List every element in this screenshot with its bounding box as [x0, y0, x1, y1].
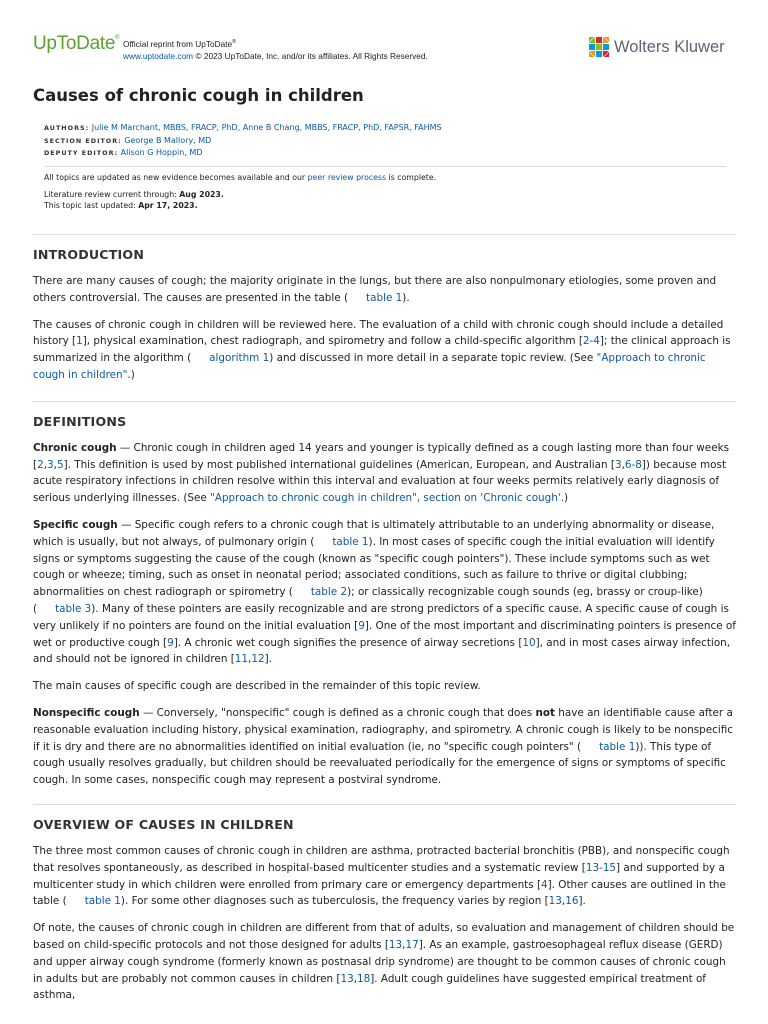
- text: ]. One of the most important and discriminating pointers is presence of wet or productive cough [: [33, 619, 736, 649]
- reprint-mark: ®: [232, 39, 237, 45]
- reference-link[interactable]: 3: [614, 458, 622, 471]
- update-text-end: is complete.: [386, 172, 437, 182]
- text: .): [560, 492, 569, 505]
- reference-link[interactable]: 2: [37, 458, 44, 471]
- publisher-name: Wolters Kluwer: [614, 37, 725, 56]
- intro-paragraph-2: [33, 317, 736, 384]
- deputy-editor-label: DEPUTY EDITOR:: [44, 149, 119, 157]
- article-metadata: [44, 122, 726, 211]
- text: have an identifiable cause after a reasonable evaluation including history, physical examination, radiography, and spirometry. A chronic cough is likely to be nonspecific if it is dry and there are no abnormalities identified on initial evaluation (ie, no "specific cough pointers" (: [33, 706, 733, 753]
- text: ] and supported by a multicenter study in which children were enrolled from primary care or emergency departments [: [33, 861, 725, 891]
- reprint-header: [0, 0, 768, 80]
- text: ]. Other causes are outlined in the table (: [33, 878, 726, 908]
- reference-link[interactable]: 4: [541, 878, 548, 891]
- reference-link[interactable]: 2-4: [582, 335, 600, 348]
- authors-label: AUTHORS:: [44, 124, 90, 132]
- reprint-notice: [123, 36, 428, 62]
- reference-link[interactable]: 13: [340, 972, 354, 985]
- text: — Conversely, "nonspecific" cough is defined as a chronic cough that does: [139, 706, 536, 719]
- definition-specific-cough: [33, 517, 736, 668]
- review-label: Literature review current through:: [44, 189, 180, 199]
- reference-link[interactable]: 9: [358, 619, 365, 632]
- reference-link[interactable]: 11: [234, 653, 249, 666]
- text: )). This type of cough usually resolves gradually, but children should be reevaluated periodically for the emergence of signs or symptoms of specific cough. In some cases, nonspecific cough may represent a postviral syndrome.: [33, 740, 726, 787]
- term: Specific cough: [33, 518, 118, 531]
- intro-paragraph-1: [33, 273, 736, 307]
- algorithm-link[interactable]: algorithm 1: [209, 352, 270, 365]
- text: ). For some other diagnoses such as tuberculosis, the frequency varies by region [: [120, 895, 549, 908]
- copyright-text: © 2023 UpToDate, Inc. and/or its affiliates. All Rights Reserved.: [193, 50, 428, 61]
- deputy-editor-link[interactable]: Alison G Hoppin, MD: [120, 148, 203, 157]
- deputy-editor-row: [44, 147, 726, 160]
- review-current: [44, 189, 726, 200]
- text: The three most common causes of chronic cough in children are asthma, protracted bacterial bronchitis (PBB), and nonspecific cough that resolves spontaneously, as described in hospital-based multicenter studies and a systematic review [: [33, 844, 730, 874]
- text: ,: [53, 458, 57, 471]
- text: ]. Adult cough guidelines have suggested empirical treatment of asthma,: [33, 972, 706, 1002]
- table-link[interactable]: table 3: [55, 602, 92, 615]
- reference-link[interactable]: 13: [548, 895, 562, 908]
- text: ); or classically recognizable cough sounds (eg, brassy or croup-like) (: [33, 586, 703, 615]
- section-editor-link[interactable]: George B Mallory, MD: [124, 135, 212, 145]
- reference-link[interactable]: 12: [251, 653, 265, 666]
- last-updated: [44, 200, 726, 211]
- reference-link[interactable]: 16: [565, 895, 579, 908]
- reference-link[interactable]: 1: [76, 335, 83, 348]
- reference-link[interactable]: 9: [167, 636, 174, 649]
- term: Nonspecific cough: [33, 706, 140, 719]
- table-link[interactable]: table 1: [366, 291, 403, 304]
- reference-link[interactable]: 6-8: [624, 458, 642, 471]
- update-text: All topics are updated as new evidence becomes available and our: [44, 172, 308, 182]
- text: ]; the clinical approach is summarized in the algorithm (: [33, 335, 731, 365]
- definition-nonspecific-cough: [33, 705, 736, 789]
- text: Of note, the causes of chronic cough in children are different from that of adults, so evaluation and management of children should be based on child-specific protocols and not those designed for adults [: [33, 922, 735, 951]
- reference-link[interactable]: 13: [388, 938, 403, 951]
- text: ,: [402, 938, 406, 951]
- text: — Chronic cough in children aged 14 years and younger is typically defined as a cough lasting more than four weeks [: [33, 441, 730, 471]
- article-body: [33, 234, 736, 1004]
- text: ]. As an example, gastroesophageal reflux disease (GERD) and upper airway cough syndrome (formerly known as postnasal drip syndrome) are thought to be common causes of chronic cough in adults but are probably not common causes in children [: [33, 938, 726, 985]
- text: ]. This definition is used by most published international guidelines (American, European, and Australian [: [63, 458, 615, 471]
- reference-link[interactable]: 18: [357, 972, 371, 985]
- text: ]) because most acute respiratory infections in children resolve within this interval and evaluation at four weeks permits relatively early diagnosis of serious underlying illnesses. (See: [33, 458, 727, 505]
- reference-link[interactable]: 17: [405, 938, 419, 951]
- text: There are many causes of cough; the majority originate in the lungs, but there are also nonpulmonary etiologies, some proven and others controversial. The causes are presented in the table (: [33, 275, 717, 304]
- section-editor-label: SECTION EDITOR:: [44, 136, 122, 145]
- wolters-kluwer-globe-icon: [588, 36, 610, 58]
- emphasis: not: [535, 706, 555, 719]
- table-link[interactable]: table 1: [84, 895, 121, 908]
- authors-link[interactable]: Julie M Marchant, MBBS, FRACP, PhD, Anne B Chang, MBBS, FRACP, PhD, FAPSR, FAHMS: [91, 123, 442, 132]
- text: ,: [43, 458, 47, 471]
- reference-link[interactable]: 5: [56, 458, 64, 471]
- meta-divider: [44, 166, 726, 167]
- text: ]. A chronic wet cough signifies the presence of airway secretions [: [173, 636, 523, 649]
- text: ,: [621, 458, 625, 471]
- section-divider: [33, 234, 736, 235]
- authors-row: [44, 122, 726, 135]
- table-link[interactable]: table 1: [599, 740, 636, 753]
- text: ], physical examination, chest radiograph, and spirometry and follow a child-specific algorithm [: [82, 335, 583, 348]
- definition-chronic-cough: [33, 440, 736, 507]
- section-editor-row: [44, 135, 726, 148]
- text: ,: [248, 653, 252, 666]
- text: ).: [402, 291, 410, 304]
- logo-text: UpToDate: [33, 33, 116, 54]
- reprint-line: Official reprint from UpToDate: [123, 38, 233, 49]
- text: ].: [578, 895, 586, 908]
- table-link[interactable]: table 2: [310, 586, 348, 599]
- text: ,: [353, 972, 357, 985]
- logo-mark: ®: [115, 35, 120, 41]
- text: ) and discussed in more detail in a separate topic review. (See: [269, 352, 597, 365]
- text: — Specific cough refers to a chronic cough that is ultimately attributable to an underlying abnormality or disease, which is usually, but not always, of pulmonary origin (: [33, 518, 715, 548]
- topic-link[interactable]: "Approach to chronic cough in children", section on 'Chronic cough': [210, 492, 561, 505]
- section-heading-introduction: INTRODUCTION: [33, 247, 145, 262]
- site-link[interactable]: www.uptodate.com: [123, 50, 194, 61]
- article-title: Causes of chronic cough in children: [33, 86, 364, 105]
- peer-review-link[interactable]: peer review process: [307, 172, 387, 182]
- text: ].: [264, 653, 272, 666]
- text: ], and in most cases airway infection, and should not be ignored in children [: [33, 636, 731, 666]
- updated-date: Apr 17, 2023.: [138, 200, 198, 210]
- text: .): [127, 368, 135, 381]
- section-divider: [33, 804, 736, 805]
- reference-link[interactable]: 3: [47, 458, 54, 471]
- topic-link[interactable]: "Approach to chronic cough in children": [33, 352, 706, 381]
- overview-paragraph-2: [33, 920, 736, 1004]
- update-notice: [44, 172, 726, 183]
- section-heading-definitions: DEFINITIONS: [33, 413, 127, 429]
- reference-link[interactable]: 10: [522, 636, 536, 649]
- overview-paragraph-1: [33, 843, 736, 910]
- reference-link[interactable]: 13-15: [585, 861, 617, 874]
- review-date: Aug 2023.: [179, 189, 224, 199]
- section-heading-overview: OVERVIEW OF CAUSES IN CHILDREN: [33, 816, 294, 832]
- wolters-kluwer-logo[interactable]: [588, 36, 725, 58]
- text: ). In most cases of specific cough the initial evaluation will identify signs or symptoms suggesting the cause of the cough (known as "specific cough pointers"). These include symptoms such as wet cough or wheeze; timing, such as onset in neonatal period; associated conditions, such as failure to thrive or digital clubbing; abnormalities on chest radiograph or spirometry (: [33, 535, 715, 599]
- text: The causes of chronic cough in children will be reviewed here. The evaluation of a child with chronic cough should include a detailed history [: [33, 318, 724, 348]
- text: ,: [561, 895, 566, 908]
- updated-label: This topic last updated:: [44, 200, 139, 210]
- section-divider: [33, 401, 736, 402]
- text: ). Many of these pointers are easily recognizable and are strong predictors of a specific cause. A specific cause of cough is very unlikely if no pointers are found on the initial evaluation [: [33, 602, 729, 632]
- table-link[interactable]: table 1: [332, 535, 369, 548]
- uptodate-logo[interactable]: [33, 33, 119, 55]
- term: Chronic cough: [33, 441, 117, 454]
- main-causes-paragraph: The main causes of specific cough are described in the remainder of this topic review.: [33, 680, 481, 693]
